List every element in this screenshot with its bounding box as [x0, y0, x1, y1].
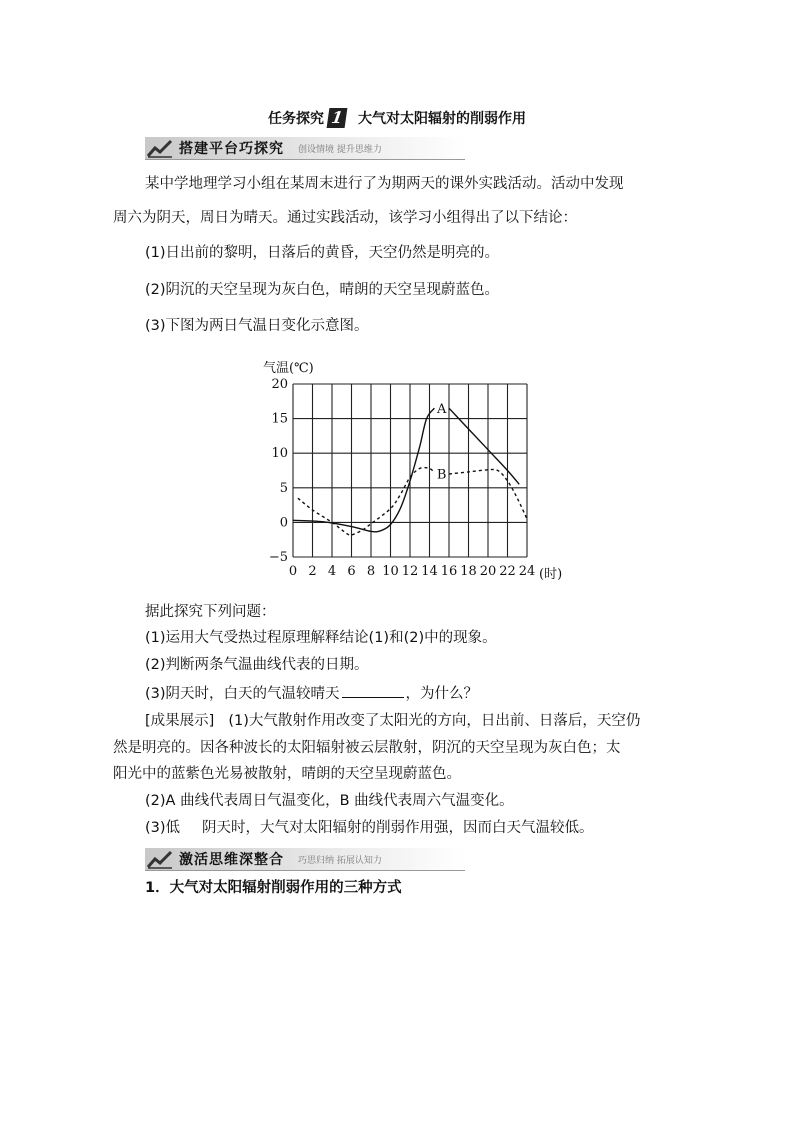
x-tick-label: 10 — [382, 564, 399, 579]
section-subtitle: 创设情境 提升思维力 — [298, 144, 382, 155]
question-3-text: (3)阴天时，白天的气温较晴天 — [145, 686, 340, 702]
conclusion-3: (3)下图为两日气温日变化示意图。 — [145, 318, 369, 334]
trend-chart-icon — [147, 138, 173, 158]
answer-3 — [145, 818, 594, 838]
x-axis-label: (时) — [539, 567, 563, 582]
answer-3-body: 阴天时，大气对太阳辐射的削弱作用强，因而白天气温较低。 — [202, 820, 594, 836]
x-tick-label: 18 — [460, 564, 477, 579]
section-title: 激活思维深整合 — [179, 852, 284, 868]
y-tick-label: 20 — [271, 377, 288, 392]
intro-line-1: 某中学地理学习小组在某周末进行了为期两天的课外实践活动。活动中发现 — [145, 176, 624, 192]
answer-1-line-2: 然是明亮的。因各种波长的太阳辐射被云层散射，阴沉的天空呈现为灰白色；太 — [113, 740, 621, 756]
y-tick-label: 5 — [279, 480, 288, 496]
series-A-line — [449, 408, 519, 484]
y-axis-label: 气温(℃) — [263, 361, 314, 376]
series-A-label: A — [436, 402, 447, 418]
task-number-badge: 1 — [327, 108, 348, 128]
series-B-line — [298, 468, 435, 536]
task-title — [0, 107, 794, 129]
temperature-chart — [257, 354, 577, 590]
x-tick-label: 22 — [499, 564, 516, 579]
question-3 — [145, 683, 478, 704]
question-1: (1)运用大气受热过程原理解释结论(1)和(2)中的现象。 — [145, 630, 497, 646]
section-header-explore — [145, 137, 465, 160]
intro-line-2: 周六为阴天，周日为晴天。通过实践活动，该学习小组得出了以下结论： — [113, 210, 577, 226]
x-tick-label: 24 — [518, 564, 536, 579]
x-tick-label: 12 — [401, 564, 419, 579]
x-tick-label: 2 — [308, 564, 317, 579]
section-header-integrate — [145, 848, 465, 871]
answer-2: (2)A 曲线代表周日气温变化，B 曲线代表周六气温变化。 — [145, 793, 514, 809]
y-tick-label: −5 — [268, 550, 288, 565]
y-tick-label: 10 — [271, 446, 288, 462]
trend-chart-icon — [147, 849, 173, 869]
questions-lead: 据此探究下列问题： — [145, 604, 276, 620]
question-2: (2)判断两条气温曲线代表的日期。 — [145, 657, 369, 673]
question-3-tail: ，为什么？ — [405, 686, 479, 702]
section-title: 搭建平台巧探究 — [179, 141, 284, 157]
conclusion-1: (1)日出前的黎明，日落后的黄昏，天空仍然是明亮的。 — [145, 245, 500, 261]
x-tick-label: 6 — [347, 564, 356, 579]
answer-1-line-1 — [145, 711, 640, 731]
x-tick-label: 16 — [440, 564, 458, 579]
answer-1-text: (1)大气散射作用改变了太阳光的方向，日出前、日落后，天空仍 — [228, 713, 641, 729]
series-B-label: B — [436, 467, 447, 483]
x-tick-label: 14 — [421, 564, 438, 579]
y-tick-label: 0 — [279, 515, 288, 531]
x-tick-label: 20 — [479, 564, 497, 579]
y-tick-label: 15 — [271, 411, 288, 427]
series-A-line — [293, 408, 434, 532]
x-tick-label: 8 — [366, 564, 376, 579]
task-heading: 大气对太阳辐射的削弱作用 — [358, 111, 526, 127]
x-tick-label: 0 — [288, 564, 298, 579]
answer-1-line-3: 阳光中的蓝紫色光易被散射，晴朗的天空呈现蔚蓝色。 — [113, 766, 461, 782]
point-heading-1: 1．大气对太阳辐射削弱作用的三种方式 — [145, 880, 402, 896]
conclusion-2: (2)阴沉的天空呈现为灰白色，晴朗的天空呈现蔚蓝色。 — [145, 282, 500, 298]
answer-3-head: (3)低 — [145, 820, 181, 836]
task-prefix: 任务探究 — [268, 111, 324, 127]
answer-tag: [成果展示] — [145, 713, 215, 729]
answer-blank[interactable] — [342, 683, 404, 698]
temperature-chart-svg — [257, 354, 577, 590]
x-tick-label: 4 — [327, 564, 337, 579]
section-subtitle: 巧思归纳 拓展认知力 — [298, 855, 382, 866]
